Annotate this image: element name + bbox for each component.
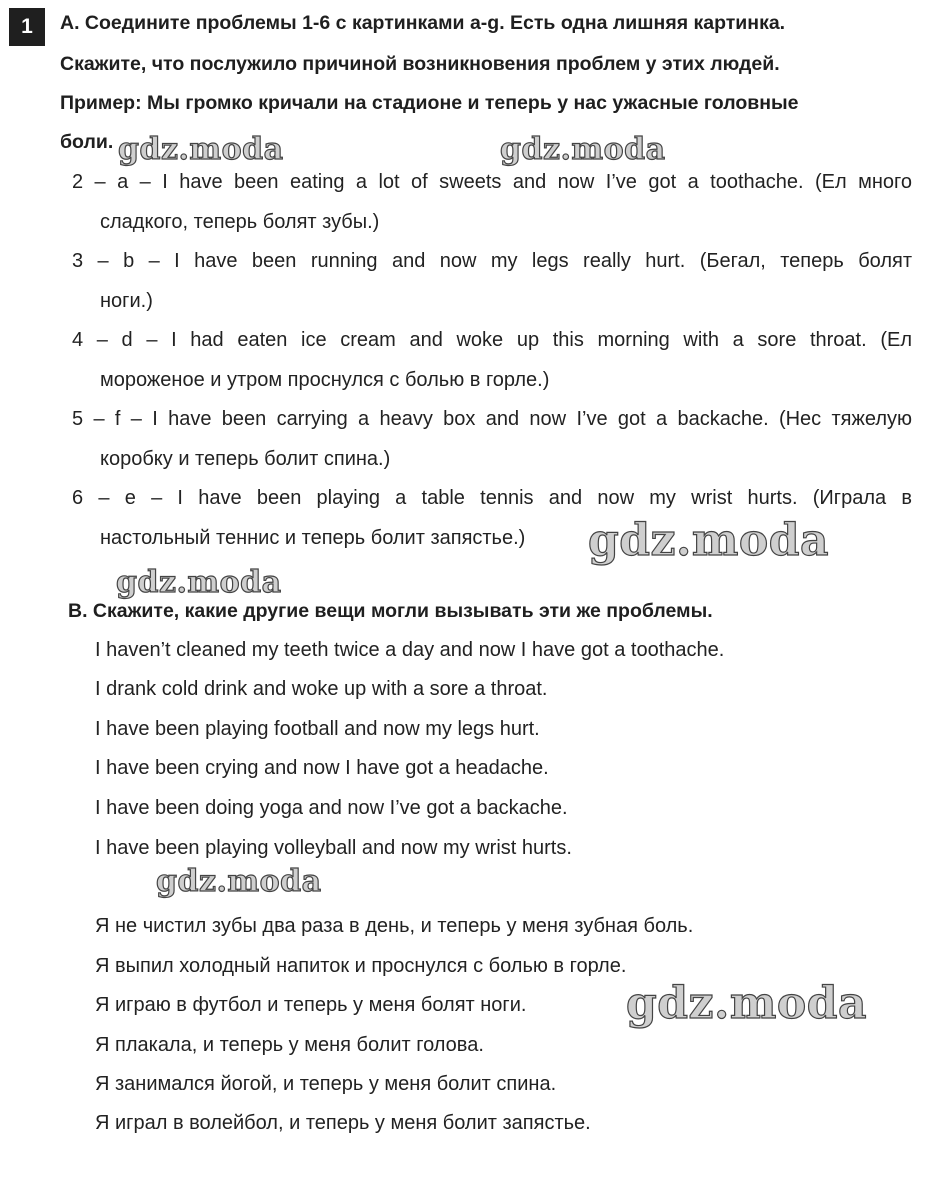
english-line-1: I haven’t cleaned my teeth twice a day and now I have got a toothache. xyxy=(95,639,725,661)
part-a-heading-line-4: боли. xyxy=(60,131,114,153)
answer-5-line-2: коробку и теперь болит спина.) xyxy=(100,448,391,470)
part-a-heading-line-2: Скажите, что послужило причиной возникновения проблем у этих людей. xyxy=(60,53,780,75)
answer-6-line-1: 6 – e – I have been playing a table tennis and now my wrist hurts. (Играла в xyxy=(72,487,912,509)
russian-line-4: Я плакала, и теперь у меня болит голова. xyxy=(95,1034,484,1056)
english-line-5: I have been doing yoga and now I’ve got a backache. xyxy=(95,797,568,819)
part-b-heading: B. Скажите, какие другие вещи могли вызывать эти же проблемы. xyxy=(68,600,713,622)
part-a-heading-line-1: A. Соедините проблемы 1-6 с картинками a-g. Есть одна лишняя картинка. xyxy=(60,12,786,34)
answer-4-line-1: 4 – d – I had eaten ice cream and woke up this morning with a sore throat. (Ел xyxy=(72,329,912,351)
russian-line-2: Я выпил холодный напиток и проснулся с болью в горле. xyxy=(95,955,627,977)
answer-6-line-2: настольный теннис и теперь болит запястье.) xyxy=(100,527,526,549)
answer-2-line-2: сладкого, теперь болят зубы.) xyxy=(100,211,380,233)
watermark-5: gdz.moda xyxy=(156,864,322,899)
answer-5-line-1: 5 – f – I have been carrying a heavy box and now I’ve got a backache. (Нес тяжелую xyxy=(72,408,912,430)
answer-3-line-1: 3 – b – I have been running and now my legs really hurt. (Бегал, теперь болят xyxy=(72,250,912,272)
english-line-2: I drank cold drink and woke up with a sore a throat. xyxy=(95,678,548,700)
answer-2-line-1: 2 – a – I have been eating a lot of sweets and now I’ve got a toothache. (Ел много xyxy=(72,171,912,193)
answer-3-line-2: ноги.) xyxy=(100,290,153,312)
english-line-3: I have been playing football and now my legs hurt. xyxy=(95,718,540,740)
watermark-3: gdz.moda xyxy=(588,515,830,566)
russian-line-6: Я играл в волейбол, и теперь у меня болит запястье. xyxy=(95,1112,591,1134)
watermark-6: gdz.moda xyxy=(626,978,868,1029)
english-line-4: I have been crying and now I have got a headache. xyxy=(95,757,549,779)
watermark-1: gdz.moda xyxy=(118,132,284,167)
russian-line-5: Я занимался йогой, и теперь у меня болит спина. xyxy=(95,1073,557,1095)
russian-line-1: Я не чистил зубы два раза в день, и теперь у меня зубная боль. xyxy=(95,915,694,937)
part-a-heading-line-3: Пример: Мы громко кричали на стадионе и теперь у нас ужасные головные xyxy=(60,92,799,114)
watermark-4: gdz.moda xyxy=(116,565,282,600)
watermark-2: gdz.moda xyxy=(500,132,666,167)
answer-4-line-2: мороженое и утром проснулся с болью в горле.) xyxy=(100,369,550,391)
task-number-badge: 1 xyxy=(9,8,45,46)
russian-line-3: Я играю в футбол и теперь у меня болят ноги. xyxy=(95,994,527,1016)
english-line-6: I have been playing volleyball and now my wrist hurts. xyxy=(95,837,572,859)
